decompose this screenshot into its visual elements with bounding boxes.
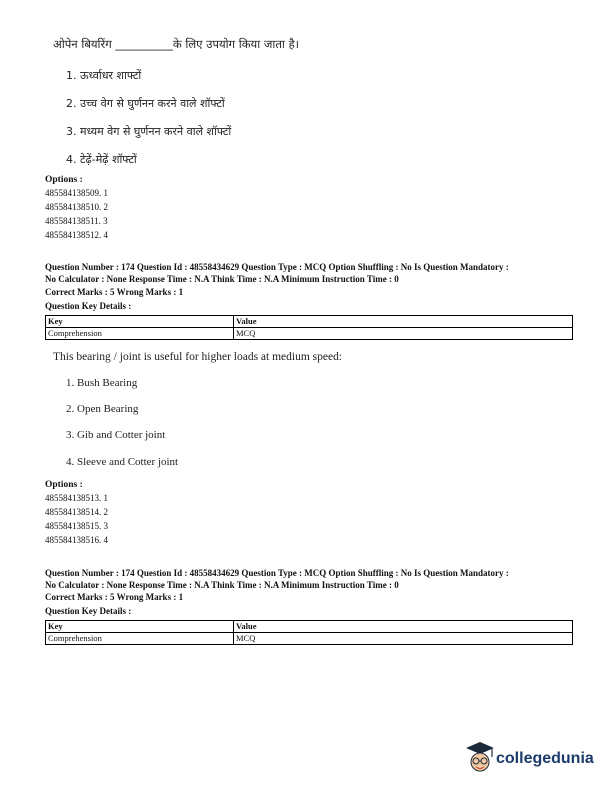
option-id: 485584138510. 2 (45, 202, 108, 212)
table-header-row (46, 316, 573, 328)
meta-line: Question Number : 174 Question Id : 48558434629 Question Type : MCQ Option Shuffling : No Is Question Mandatory : (45, 262, 509, 272)
option-id: 485584138514. 2 (45, 507, 108, 517)
option-id: 485584138512. 4 (45, 230, 108, 240)
key-details-table (45, 315, 573, 340)
option-id: 485584138511. 3 (45, 216, 108, 226)
table-header-row (46, 621, 573, 633)
table-cell: MCQ (234, 328, 573, 340)
table-cell: Comprehension (46, 633, 234, 645)
meta-line: Question Number : 174 Question Id : 48558434629 Question Type : MCQ Option Shuffling : No Is Question Mandatory : (45, 568, 509, 578)
options-label: Options : (45, 480, 83, 490)
marks-line: Correct Marks : 5 Wrong Marks : 1 (45, 287, 184, 297)
key-details-table (45, 620, 573, 645)
table-row (46, 633, 573, 645)
options-label: Options : (45, 175, 83, 185)
option-id: 485584138509. 1 (45, 188, 108, 198)
table-header-cell: Value (234, 621, 573, 633)
table-cell: MCQ (234, 633, 573, 645)
option-3-hindi: 3. मध्यम वेग से घुर्णनन करने वाले शॉफ्टों (66, 125, 232, 138)
option-4-hindi: 4. टेढ़ें-मेढ़ें शॉफ्टों (66, 153, 137, 166)
option-id: 485584138513. 1 (45, 493, 108, 503)
option-3-english: 3. Gib and Cotter joint (66, 429, 166, 441)
table-header-cell: Value (234, 316, 573, 328)
option-id-list (45, 491, 108, 547)
marks-line: Correct Marks : 5 Wrong Marks : 1 (45, 592, 184, 602)
meta-line: No Calculator : None Response Time : N.A Think Time : N.A Minimum Instruction Time : 0 (45, 274, 399, 284)
option-1-hindi: 1. ऊर्ध्वाधर शाफ्टों (66, 69, 142, 82)
question-meta (45, 567, 575, 591)
option-2-hindi: 2. उच्च वेग से घुर्णनन करने वाले शॉफ्टों (66, 97, 225, 110)
key-details-label: Question Key Details : (45, 606, 132, 616)
option-1-english: 1. Bush Bearing (66, 377, 138, 389)
logo-text: collegedunia (496, 750, 594, 767)
question-meta (45, 261, 575, 285)
option-2-english: 2. Open Bearing (66, 403, 139, 415)
table-cell: Comprehension (46, 328, 234, 340)
table-header-cell: Key (46, 316, 234, 328)
question-text-hindi: ओपेन बियरिंग __________के लिए उपयोग किया जाता है। (53, 37, 300, 51)
option-4-english: 4. Sleeve and Cotter joint (66, 456, 179, 468)
option-id-list (45, 186, 108, 242)
option-id: 485584138516. 4 (45, 535, 108, 545)
option-id: 485584138515. 3 (45, 521, 108, 531)
meta-line: No Calculator : None Response Time : N.A Think Time : N.A Minimum Instruction Time : 0 (45, 580, 399, 590)
key-details-label: Question Key Details : (45, 301, 132, 311)
table-row (46, 328, 573, 340)
table-header-cell: Key (46, 621, 234, 633)
question-text-english: This bearing / joint is useful for higher loads at medium speed: (53, 351, 343, 363)
